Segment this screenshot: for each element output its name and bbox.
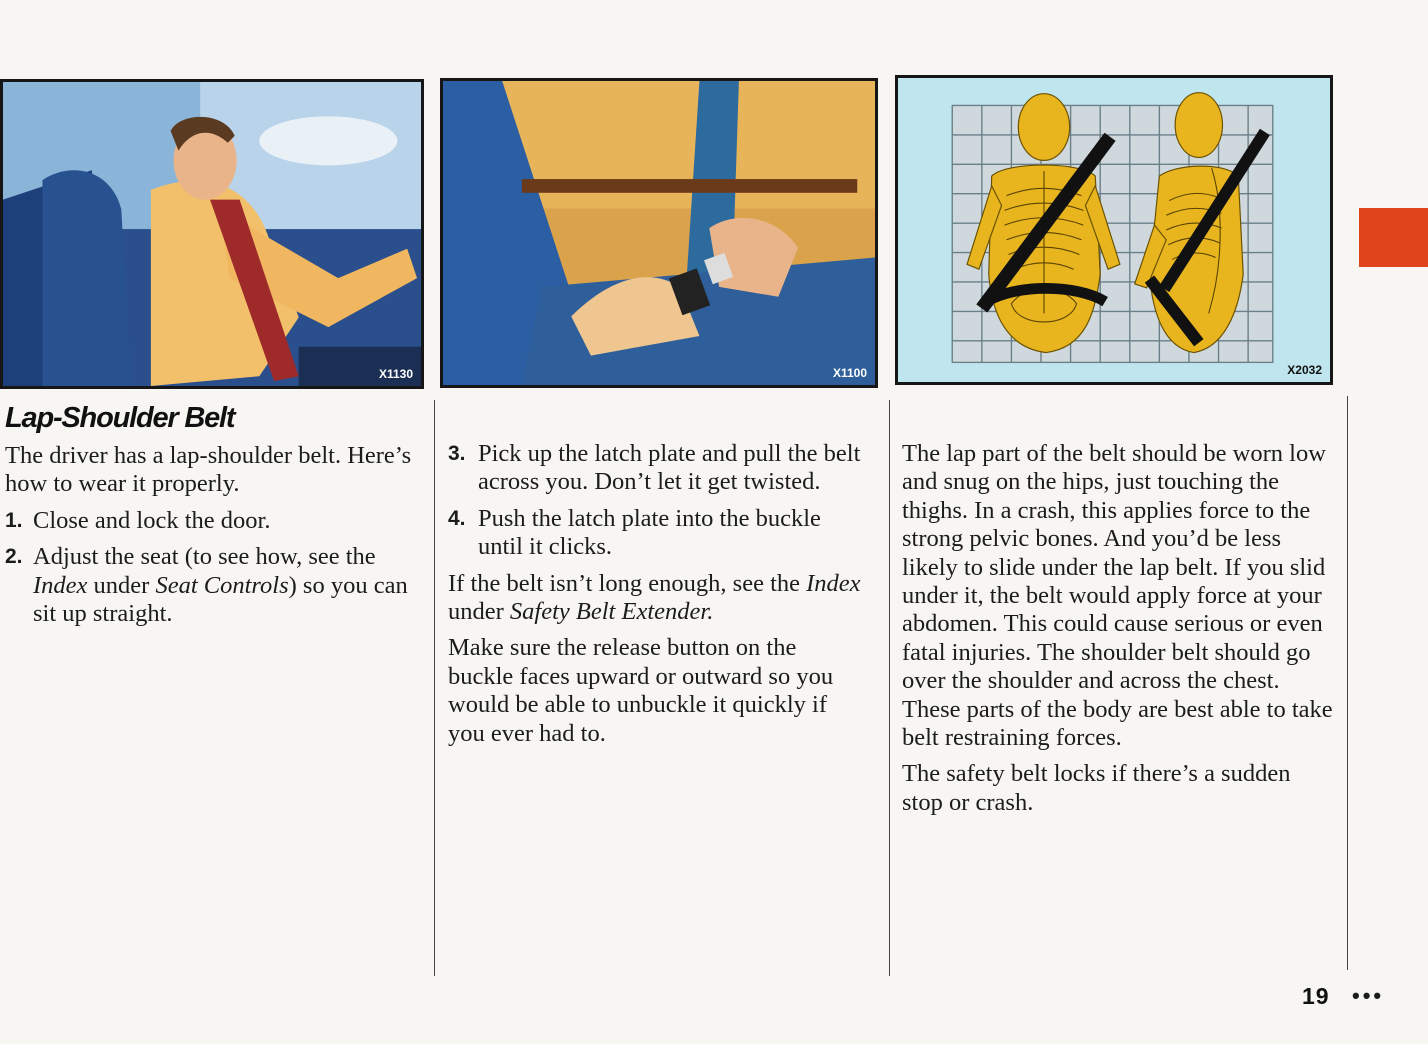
step-text-part: under — [87, 571, 156, 599]
step-text-part: ) so you can sit up straight. — [33, 571, 408, 628]
illustration-code: X2032 — [1287, 363, 1322, 377]
illustration-driver — [0, 79, 424, 389]
column-divider — [1347, 396, 1348, 970]
step-item — [448, 440, 864, 497]
seat-controls-reference: Seat Controls — [155, 571, 289, 599]
column-2 — [448, 440, 864, 756]
illustration-code: X1100 — [832, 366, 867, 380]
step-text: Pick up the latch plate and pull the belt across you. Don’t let it get twisted. — [478, 440, 861, 496]
step-number: 2. — [5, 545, 23, 569]
column-divider — [434, 400, 435, 976]
step-item — [5, 543, 415, 628]
extender-text: under — [448, 598, 510, 626]
step-text: Push the latch plate into the buckle until it clicks. — [478, 504, 821, 561]
step-number: 4. — [448, 506, 466, 530]
extender-text: If the belt isn’t long enough, see the — [448, 569, 807, 597]
lap-belt-paragraph: The lap part of the belt should be worn low and snug on the hips, just touching the thighs. In a crash, this applies force to the strong pelvic bones. And you’d be less likely to slide under the lap belt. If you slid under it, the belt would apply force at your abdomen. This could cause serious or even fatal injuries. The shoulder belt should go over the shoulder and across the chest. These parts of the body are best able to take belt restraining forces. — [902, 440, 1333, 752]
index-reference: Index — [806, 569, 861, 597]
index-reference: Index — [33, 571, 88, 599]
step-text: Close and lock the door. — [33, 506, 271, 534]
column-3 — [902, 440, 1334, 825]
extender-note — [448, 570, 864, 627]
intro-text: The driver has a lap-shoulder belt. Here’s how to wear it properly. — [5, 442, 412, 498]
illustration-buckle — [440, 78, 878, 388]
column-1 — [5, 442, 415, 636]
step-item — [5, 507, 415, 535]
page-dots: ••• — [1352, 983, 1385, 1008]
illustration-skeleton-diagram — [895, 75, 1333, 385]
release-button-note: Make sure the release button on the buckle faces upward or outward so you would be able to unbuckle it quickly if you ever had to. — [448, 634, 834, 747]
section-tab — [1359, 208, 1428, 267]
section-heading: Lap-Shoulder Belt — [5, 402, 235, 434]
step-number: 1. — [5, 508, 23, 532]
step-number: 3. — [448, 442, 466, 465]
illustration-code: X1130 — [378, 367, 413, 381]
column-divider — [889, 400, 890, 976]
step-text — [33, 543, 408, 627]
step-text-part: Adjust the seat (to see how, see the — [33, 543, 376, 571]
safety-belt-extender-reference: Safety Belt Extender. — [509, 598, 714, 626]
belt-locks-paragraph: The safety belt locks if there’s a sudden stop or crash. — [902, 760, 1291, 816]
page-number: 19 — [1302, 983, 1330, 1009]
step-item — [448, 505, 864, 562]
